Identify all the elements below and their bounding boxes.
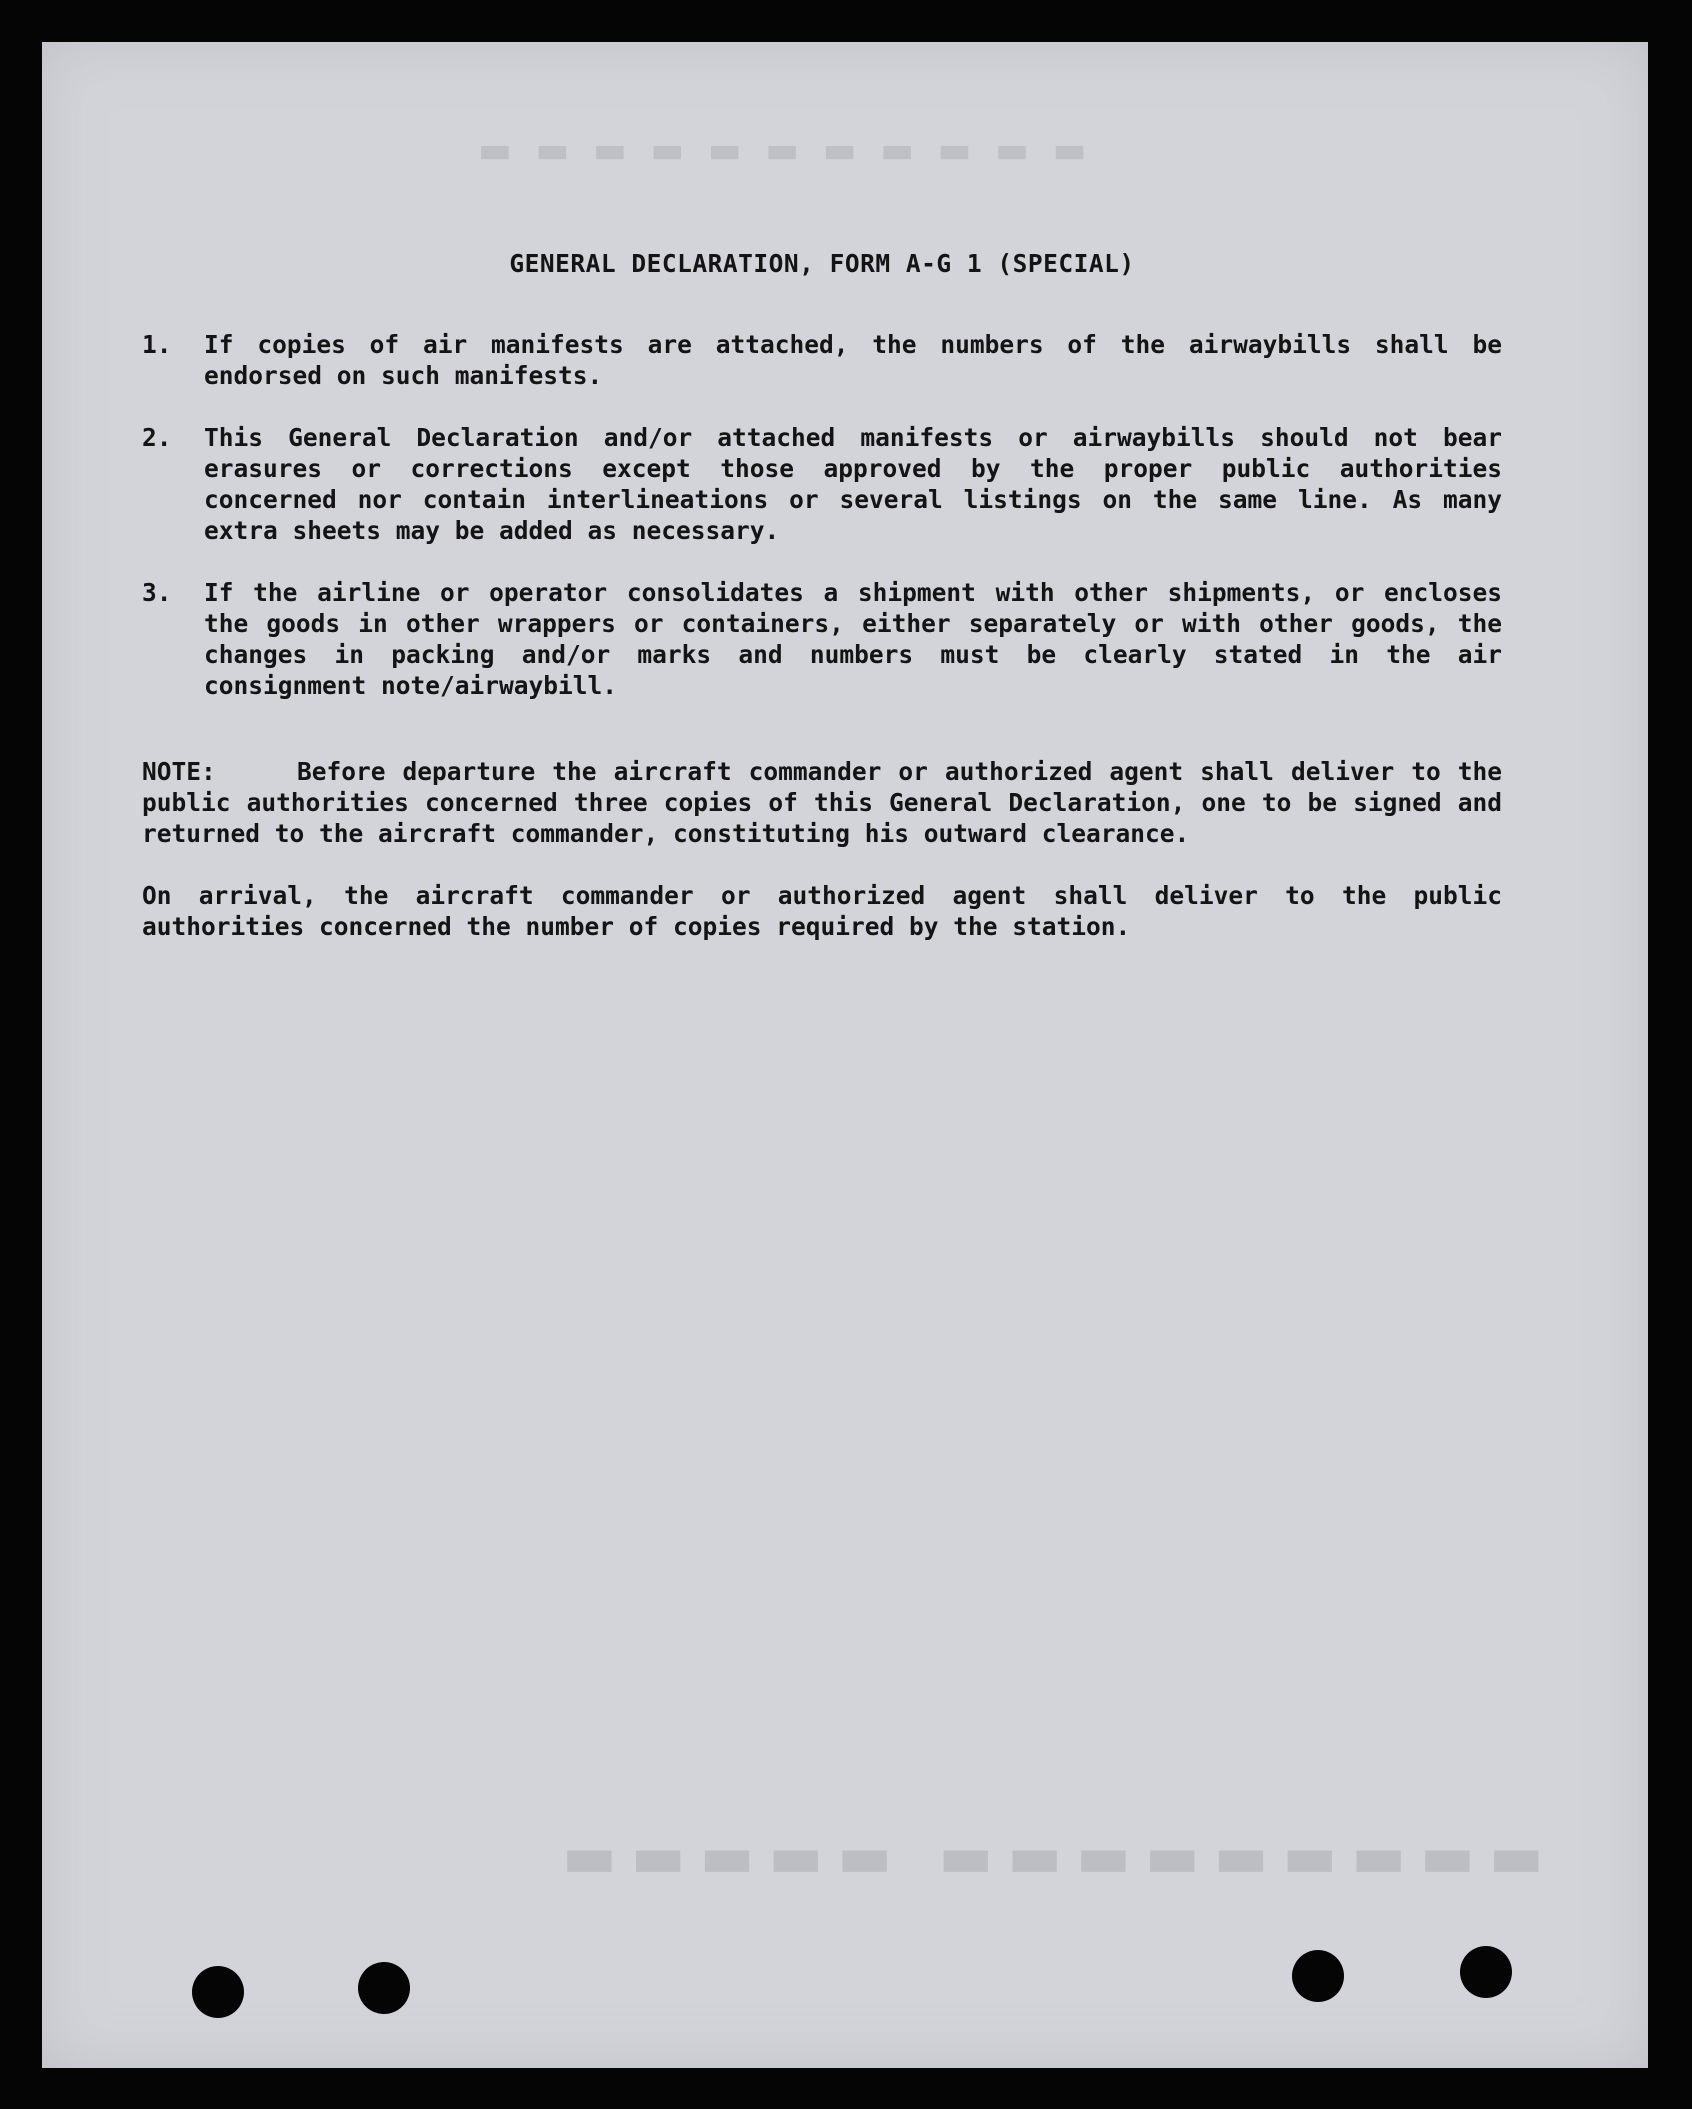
note-label: NOTE:: [142, 757, 216, 786]
item-text: This General Declaration and/or attached manifests or airwaybills should not bear erasures or corrections except those approved by the proper public authorities concerned nor contain interlineations or several listings on the same line. As many extra sheets may be added as necessary.: [204, 423, 1502, 545]
show-through-title: ▬▬▬▬▬ ▬▬▬▬▬▬▬▬▬: [562, 1832, 1558, 1900]
item-text: If copies of air manifests are attached, the numbers of the airwaybills shall be endorsed on such manifests.: [204, 330, 1502, 390]
item-number: 2.: [142, 423, 172, 452]
item-text: If the airline or operator consolidates a shipment with other shipments, or encloses the goods in other wrappers or containers, either separately or with other goods, the changes in packing and/or marks and numbers must be clearly stated in the air consignment note/airwaybill.: [204, 578, 1502, 700]
arrival-paragraph: On arrival, the aircraft commander or authorized agent shall deliver to the public authorities concerned the number of copies required by the station.: [142, 881, 1502, 941]
document-body: [142, 248, 1502, 942]
instruction-item-2: [142, 422, 1502, 546]
instruction-item-3: [142, 577, 1502, 701]
punch-hole-bottom-right-2: [1460, 1946, 1512, 1998]
punch-hole-bottom-right-1: [1292, 1950, 1344, 2002]
note-text: Before departure the aircraft commander or authorized agent shall deliver to the public authorities concerned three copies of this General Declaration, one to be signed and returned to the aircraft commander, constituting his outward clearance.: [142, 757, 1502, 848]
instruction-item-1: [142, 329, 1502, 391]
punch-hole-bottom-left-2: [358, 1962, 410, 2014]
show-through-header: ▬ ▬ ▬ ▬ ▬ ▬ ▬ ▬ ▬ ▬ ▬: [472, 130, 1087, 171]
document-title: GENERAL DECLARATION, FORM A-G 1 (SPECIAL): [509, 249, 1135, 278]
punch-hole-bottom-left-1: [192, 1966, 244, 2018]
item-number: 1.: [142, 330, 172, 359]
note-paragraph: [142, 756, 1502, 849]
item-number: 3.: [142, 578, 172, 607]
